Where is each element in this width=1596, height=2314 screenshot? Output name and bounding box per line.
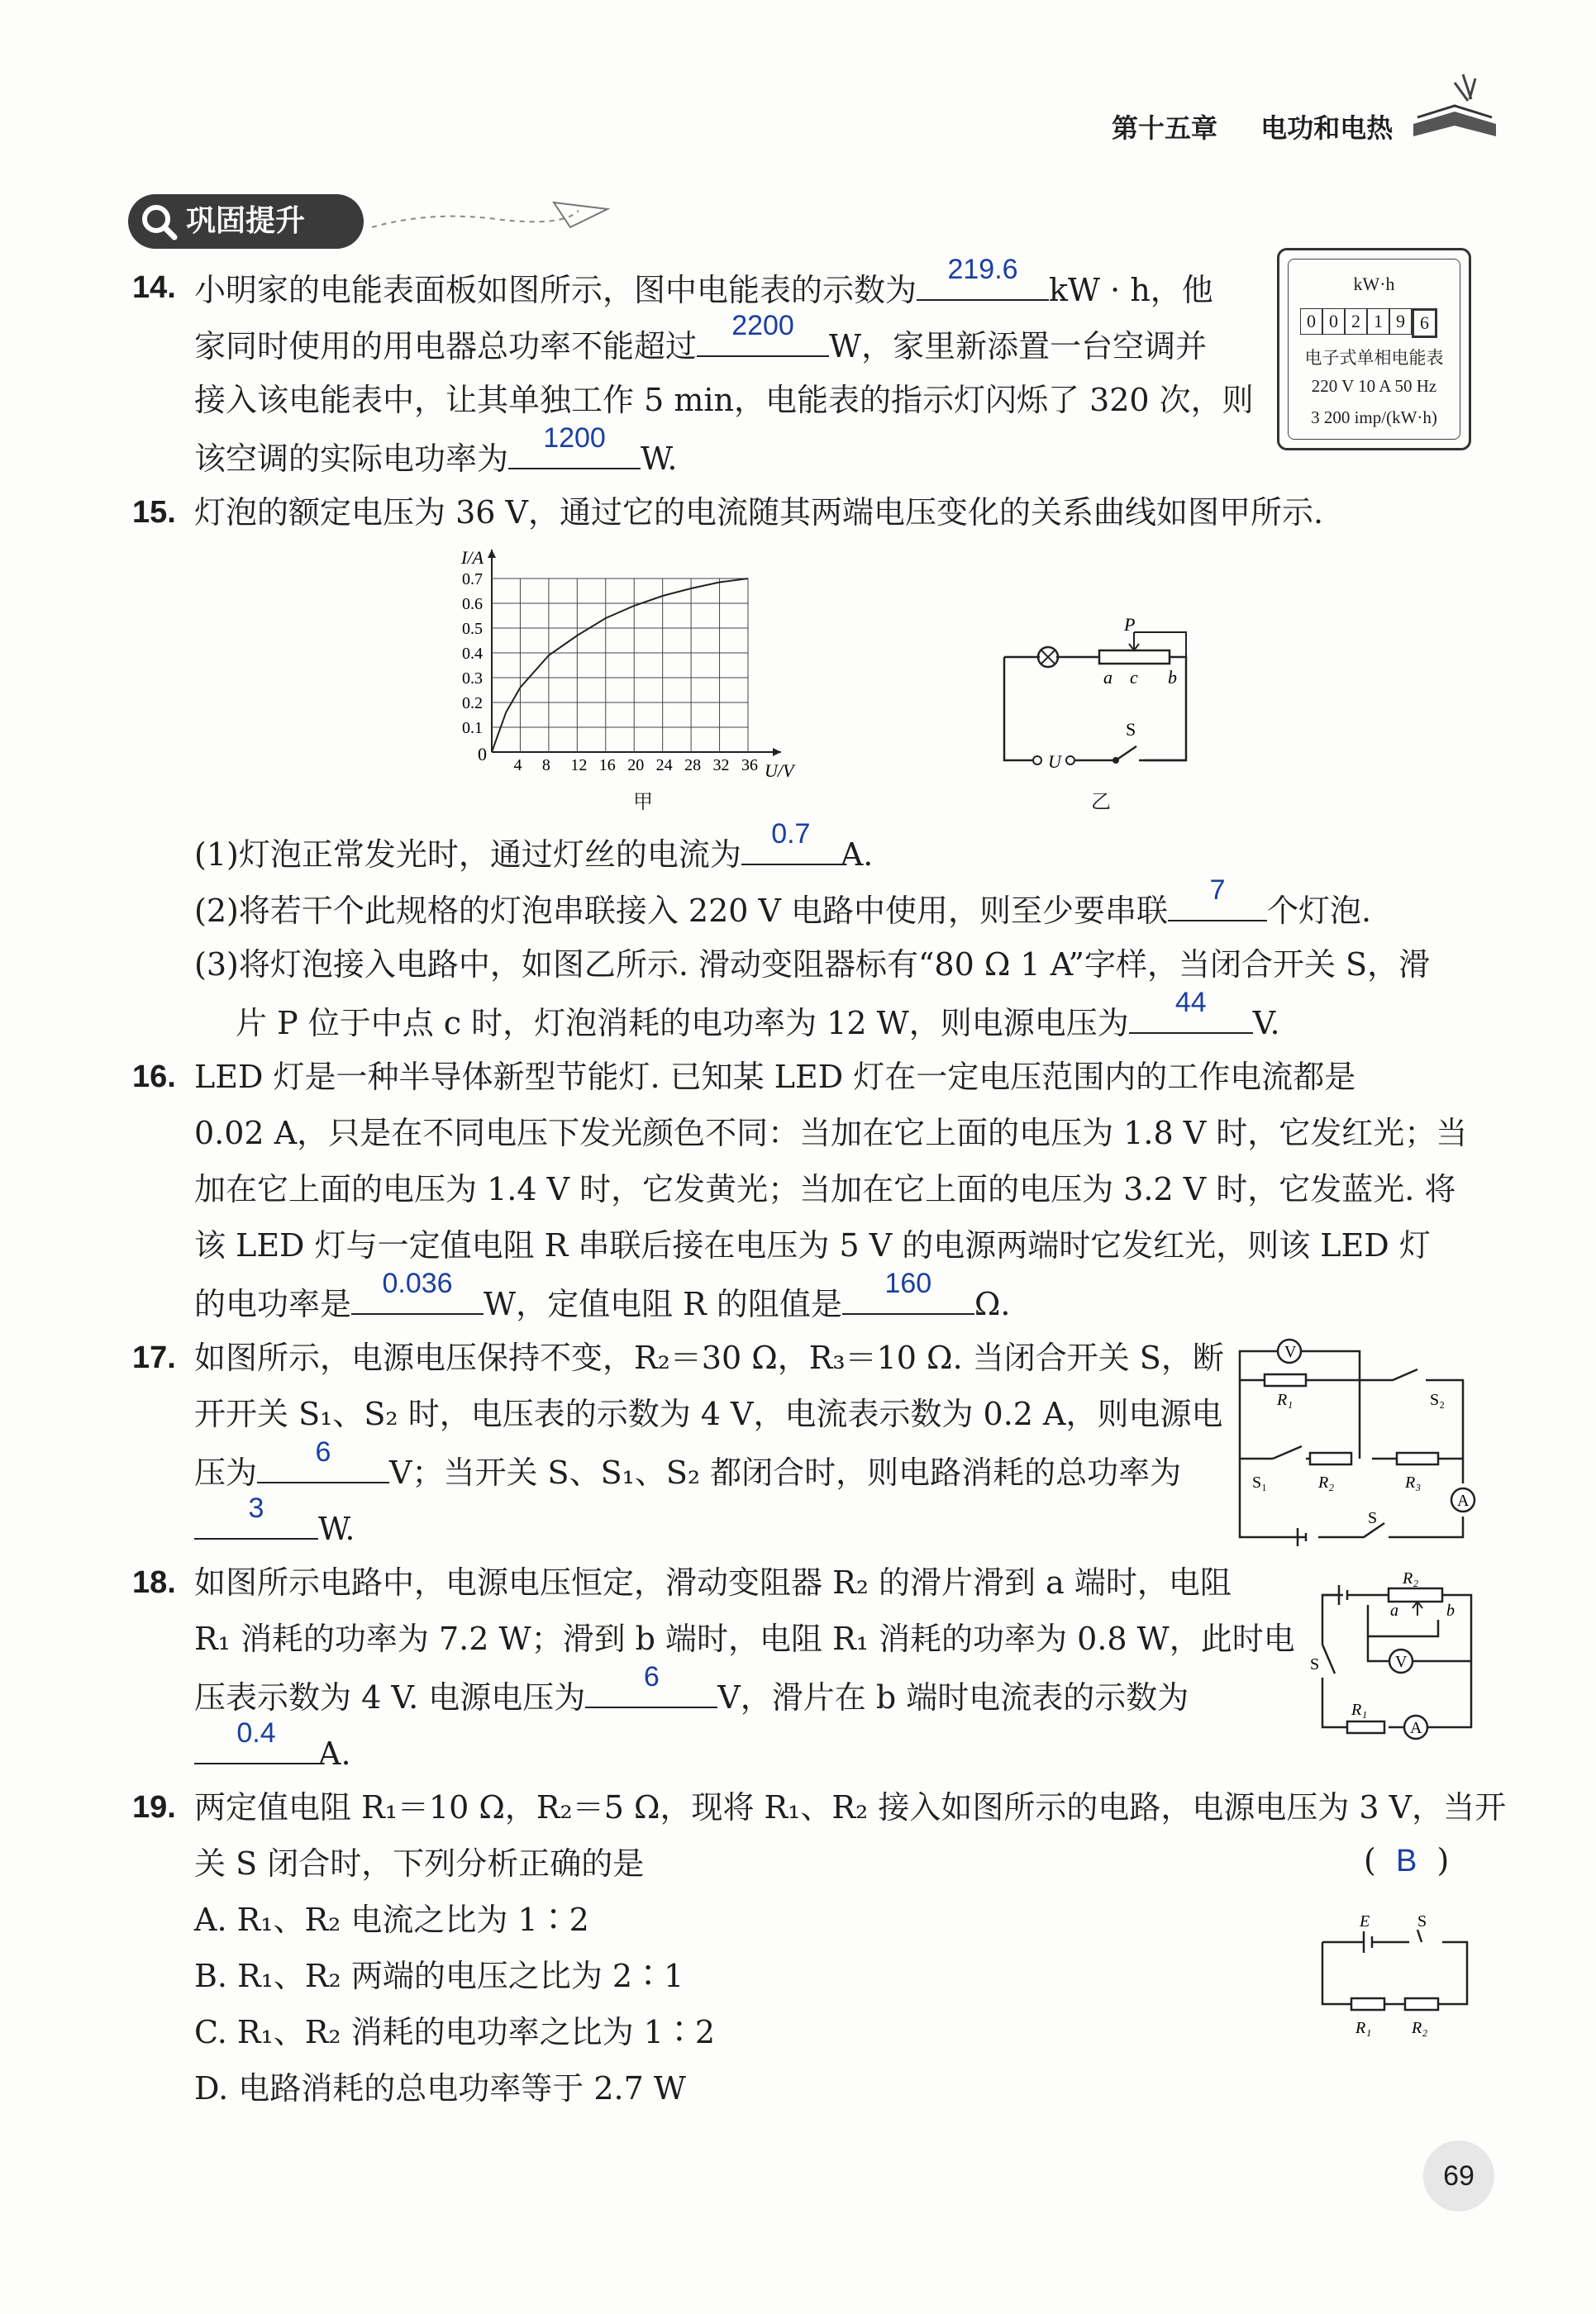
- answer-blank[interactable]: [842, 1268, 974, 1315]
- circuit-q19: [1314, 1905, 1479, 2045]
- meter-digit: 6: [1412, 308, 1437, 338]
- meter-digits: [1300, 308, 1437, 338]
- question-number: 14.: [132, 270, 176, 305]
- figure-label-jia: 甲: [633, 790, 653, 813]
- answer-blank[interactable]: [351, 1268, 484, 1315]
- energy-meter: [1277, 248, 1471, 450]
- label-r2: R₂: [1403, 1570, 1419, 1588]
- page-number: 69: [1423, 2140, 1494, 2212]
- q16-line4: 该 LED 灯与一定值电阻 R 串联后接在电压为 5 V 的电源两端时它发红光，则该 LED 灯: [194, 1227, 1431, 1264]
- meter-imp: 3 200 imp/(kW·h): [1311, 407, 1437, 427]
- label-p: P: [1124, 614, 1136, 635]
- chapter-number: 第十五章: [1112, 112, 1218, 144]
- circuit-q18: [1310, 1570, 1475, 1748]
- y-tick-label: 0.5: [462, 620, 483, 638]
- label-r3: R₃: [1405, 1474, 1422, 1492]
- r3-symbol: [1397, 1453, 1438, 1464]
- circuit-q17: [1232, 1335, 1479, 1554]
- q15-part2: (2)将若干个此规格的灯泡串联接入 220 V 电路中使用，则至少要串联 7 个灯泡.: [194, 887, 1371, 932]
- question-number: 19.: [132, 1790, 176, 1825]
- answer-blank[interactable]: [1129, 987, 1253, 1034]
- r1-symbol: [1347, 1721, 1384, 1733]
- paper-plane-icon: [364, 194, 612, 244]
- label-s1: S₁: [1252, 1474, 1268, 1492]
- label-s2: S₂: [1430, 1391, 1446, 1409]
- q14-line4: 该空调的实际电功率为 1200 W.: [194, 435, 678, 480]
- option-a[interactable]: A. R₁、R₂ 电流之比为 1∶2: [194, 1902, 589, 1938]
- q14-line3: 接入该电能表中，让其单独工作 5 min，电能表的指示灯闪烁了 320 次，则: [194, 382, 1254, 418]
- label-s: S: [1368, 1509, 1378, 1527]
- question-number: 16.: [132, 1059, 176, 1094]
- label-r1: R₁: [1277, 1391, 1293, 1409]
- answer-blank[interactable]: [917, 254, 1049, 301]
- figure-label-yi: 乙: [1091, 790, 1111, 813]
- q15-part3-line1: (3)将灯泡接入电路中，如图乙所示. 滑动变阻器标有“80 Ω 1 A”字样，当闭合开关 S，滑: [194, 946, 1431, 983]
- x-tick-label: 24: [655, 756, 673, 774]
- option-d[interactable]: D. 电路消耗的总电功率等于 2.7 W: [194, 2070, 686, 2107]
- handwritten-answer: 6: [315, 1436, 331, 1468]
- r1-symbol: [1351, 1998, 1384, 2010]
- q19-line1: 两定值电阻 R₁＝10 Ω，R₂＝5 Ω，现将 R₁、R₂ 接入如图所示的电路，电源电压为 3 V，当开: [194, 1789, 1507, 1826]
- x-tick-label: 8: [541, 756, 550, 774]
- r1-symbol: [1265, 1374, 1306, 1386]
- answer-blank[interactable]: [697, 310, 829, 357]
- label-c: c: [1130, 667, 1138, 688]
- answer-blank[interactable]: [257, 1436, 389, 1483]
- origin-label: 0: [478, 744, 487, 764]
- y-tick-label: 0.4: [462, 645, 483, 663]
- x-tick-label: 32: [712, 756, 730, 774]
- label-r1: R₁: [1351, 1701, 1368, 1719]
- meter-digit: 2: [1345, 308, 1367, 335]
- q15-stem: 灯泡的额定电压为 36 V，通过它的电流随其两端电压变化的关系曲线如图甲所示.: [194, 494, 1324, 531]
- label-a: a: [1103, 667, 1112, 688]
- handwritten-answer: 6: [643, 1661, 660, 1693]
- y-tick-label: 0.7: [462, 570, 483, 588]
- q17-line2: 开开关 S₁、S₂ 时，电压表的示数为 4 V，电流表示数为 0.2 A，则电源电: [194, 1396, 1223, 1432]
- label-b: b: [1168, 667, 1177, 688]
- label-a: a: [1390, 1602, 1398, 1620]
- handwritten-answer: 0.036: [382, 1268, 453, 1299]
- handwritten-answer: 0.4: [236, 1717, 276, 1749]
- handwritten-answer: 2200: [731, 310, 794, 341]
- label-v: V: [1284, 1343, 1297, 1361]
- label-s: S: [1417, 1912, 1427, 1931]
- handwritten-answer: 3: [248, 1493, 264, 1524]
- y-tick-label: 0.1: [462, 719, 483, 737]
- handwritten-answer: 44: [1174, 987, 1207, 1018]
- handwritten-answer: B: [1395, 1844, 1417, 1878]
- x-tick-label: 28: [684, 756, 702, 774]
- q18-line3: 压表示数为 4 V. 电源电压为 6 V，滑片在 b 端时电流表的示数为: [194, 1674, 1189, 1719]
- q16-line1: LED 灯是一种半导体新型节能灯. 已知某 LED 灯在一定电压范围内的工作电流都是: [194, 1059, 1356, 1095]
- iv-curve: [492, 578, 748, 752]
- meter-digit: 0: [1322, 308, 1345, 335]
- label-b: b: [1446, 1602, 1455, 1620]
- x-tick-label: 20: [627, 756, 645, 774]
- label-s: S: [1126, 719, 1136, 740]
- q17-line3: 压为 6 V；当开关 S、S₁、S₂ 都闭合时，则电路消耗的总功率为: [194, 1449, 1181, 1494]
- handwritten-answer: 219.6: [947, 254, 1018, 285]
- meter-digit: 9: [1389, 308, 1412, 335]
- q19-line2: 关 S 闭合时，下列分析正确的是: [194, 1845, 645, 1882]
- r2-symbol: [1310, 1453, 1351, 1464]
- q14-line1: 小明家的电能表面板如图所示，图中电能表的示数为 219.6 kW · h，他: [194, 266, 1213, 312]
- chapter-title: 电功和电热: [1260, 112, 1394, 144]
- q15-part3-line2: 片 P 位于中点 c 时，灯泡消耗的电功率为 12 W，则电源电压为 44 V.: [236, 999, 1280, 1045]
- q16-line5: 的电功率是 0.036 W，定值电阻 R 的阻值是 160 Ω.: [194, 1280, 1010, 1326]
- option-c[interactable]: C. R₁、R₂ 消耗的电功率之比为 1∶2: [194, 2014, 716, 2050]
- q18-line1: 如图所示电路中，电源电压恒定，滑动变阻器 R₂ 的滑片滑到 a 端时，电阻: [194, 1564, 1232, 1601]
- search-icon: [140, 202, 178, 240]
- q18-line2: R₁ 消耗的功率为 7.2 W；滑到 b 端时，电阻 R₁ 消耗的功率为 0.8 W，此时电: [194, 1621, 1295, 1657]
- meter-name: 电子式单相电能表: [1304, 348, 1444, 368]
- label-v: V: [1395, 1653, 1408, 1671]
- q16-line3: 加在它上面的电压为 1.4 V 时，它发黄光；当加在它上面的电压为 3.2 V 时，它发蓝光. 将: [194, 1171, 1456, 1207]
- q17-line1: 如图所示，电源电压保持不变，R₂＝30 Ω，R₃＝10 Ω. 当闭合开关 S，断: [194, 1340, 1224, 1376]
- meter-spec: 220 V 10 A 50 Hz: [1311, 376, 1437, 396]
- r2-symbol: [1389, 1588, 1442, 1602]
- section-badge: [128, 194, 364, 249]
- label-r1: R₁: [1355, 2019, 1372, 2037]
- q18-line4: 0.4 A.: [194, 1730, 351, 1775]
- q15-part1: (1)灯泡正常发光时，通过灯丝的电流为 0.7 A.: [194, 831, 873, 876]
- x-tick-label: 36: [741, 756, 758, 774]
- chapter-header: [1112, 107, 1393, 145]
- handwritten-answer: 1200: [543, 422, 606, 454]
- x-axis-label: U/V: [765, 760, 794, 781]
- rheostat-symbol: [1099, 650, 1170, 664]
- label-a-meter: A: [1410, 1719, 1422, 1737]
- handwritten-answer: 7: [1209, 874, 1226, 906]
- question-number: 18.: [132, 1565, 176, 1600]
- answer-bracket[interactable]: ( B ): [1364, 1842, 1450, 1878]
- meter-digit: 1: [1367, 308, 1389, 335]
- answer-blank[interactable]: [1168, 874, 1267, 921]
- q16-line2: 0.02 A，只是在不同电压下发光颜色不同：当加在它上面的电压为 1.8 V 时，它发红光；当: [194, 1115, 1468, 1151]
- answer-blank[interactable]: [508, 422, 641, 469]
- label-u: U: [1048, 751, 1061, 772]
- option-b[interactable]: B. R₁、R₂ 两端的电压之比为 2∶1: [194, 1958, 684, 1994]
- question-number: 15.: [132, 495, 176, 530]
- iv-chart: [446, 545, 818, 826]
- x-tick-label: 16: [598, 756, 616, 774]
- label-r2: R₂: [1412, 2019, 1428, 2037]
- book-icon: [1405, 66, 1504, 149]
- handwritten-answer: 0.7: [771, 818, 811, 850]
- circuit-yi: [992, 607, 1240, 777]
- y-tick-label: 0.2: [462, 694, 483, 712]
- label-s: S: [1310, 1655, 1320, 1674]
- label-e: E: [1360, 1912, 1370, 1931]
- section-label: 巩固提升: [186, 204, 306, 238]
- meter-unit: kW·h: [1353, 274, 1395, 294]
- label-r2: R₂: [1318, 1474, 1335, 1492]
- x-tick-label: 12: [570, 756, 588, 774]
- y-tick-label: 0.6: [462, 595, 483, 613]
- x-tick-label: 4: [513, 756, 522, 774]
- x-axis-arrow: [773, 748, 781, 756]
- handwritten-answer: 160: [884, 1268, 932, 1299]
- question-number: 17.: [132, 1340, 176, 1375]
- y-axis-arrow: [488, 550, 496, 558]
- q17-line4: 3 W.: [194, 1505, 355, 1550]
- y-tick-label: 0.3: [462, 669, 483, 688]
- y-axis-label: I/A: [461, 547, 484, 568]
- r2-symbol: [1405, 1998, 1438, 2010]
- answer-blank[interactable]: [585, 1661, 717, 1708]
- answer-blank[interactable]: [741, 818, 841, 865]
- label-a: A: [1457, 1492, 1470, 1510]
- meter-digit: 0: [1300, 308, 1322, 335]
- q14-line2: 家同时使用的用电器总功率不能超过 2200 W，家里新添置一台空调并: [194, 322, 1207, 368]
